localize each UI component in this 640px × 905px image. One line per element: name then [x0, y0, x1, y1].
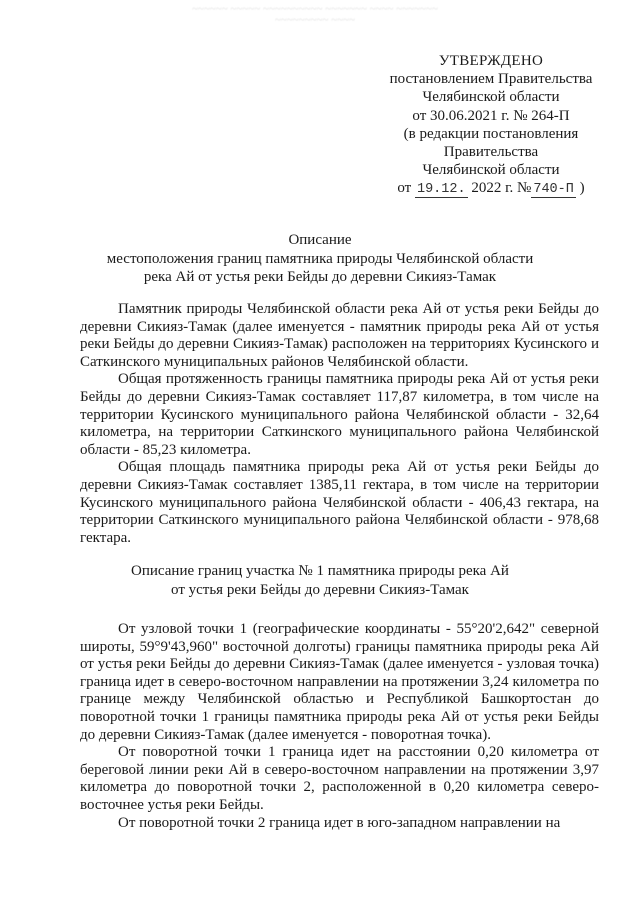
approval-heading: УТВЕРЖДЕНО: [438, 53, 544, 69]
handwritten-number: 740-П: [533, 182, 574, 198]
approval-date-line: [384, 179, 598, 199]
approval-line: Челябинской области: [422, 89, 560, 106]
approval-line: Правительства: [443, 144, 539, 161]
approval-block: [384, 52, 598, 200]
title-line: Описание: [288, 232, 352, 248]
body-text-top: [80, 301, 599, 547]
paragraph: Памятник природы Челябинской области река Ай от устья реки Бейды до деревни Сикияз-Тамак (далее именуется - памятник природы река Ай от устья реки Бейды до деревни Сикияз-Тамак) расположен на территориях Кусинского и Саткинского муниципальных районов Челябинской области.: [80, 301, 599, 370]
paragraph: Общая площадь памятника природы река Ай от устья реки Бейды до деревни Сикияз-Тамак составляет 1385,11 гектара, в том числе на территории Кусинского муниципального района Челябинской области - 406,43 гектара, на территории Саткинского муниципального района Челябинской области - 978,68 гектара.: [80, 459, 599, 546]
approval-line: постановлением Правительства: [389, 71, 593, 88]
date-prefix: от: [397, 180, 412, 197]
date-year: 2022 г. №: [471, 180, 532, 197]
subtitle-line: Описание границ участка № 1 памятника природы река Ай: [131, 563, 509, 579]
title-line: река Ай от устья реки Бейды до деревни Сикияз-Тамак: [143, 269, 497, 285]
title-line: местоположения границ памятника природы Челябинской области: [106, 250, 534, 267]
approval-line: от 30.06.2021 г. № 264-П: [412, 107, 570, 124]
handwritten-date: 19.12.: [416, 182, 466, 198]
subtitle-line: от устья реки Бейды до деревни Сикияз-Тамак: [171, 581, 469, 598]
bleed-through-text: ~~~~~~ ~~~~~ ~~~~~~~~~~ ~~~~~~~ ~~~~ ~~~~~~~ ~~~~~~~~~ ~~~~: [192, 3, 438, 26]
approval-line: Челябинской области: [422, 162, 560, 179]
paragraph: Общая протяженность границы памятника природы река Ай от устья реки Бейды до деревни Сикияз-Тамак составляет 117,87 километра, в том числе на территории Кусинского муниципального района Челябинской области - 32,64 километра, на территории Саткинского муниципального района Челябинской области - 85,23 километра.: [80, 371, 599, 458]
paragraph: От поворотной точки 2 граница идет в юго-западном направлении на: [118, 814, 561, 831]
document-title: [0, 231, 640, 287]
date-suffix: ): [579, 180, 585, 197]
section-subtitle: [0, 562, 640, 599]
paragraph: От узловой точки 1 (географические координаты - 55°20'2,642" северной широты, 59°9'43,960" восточной долготы) границы памятника природы река Ай от устья реки Бейды до деревни Сикияз-Тамак (далее именуется - узловая точка) граница идет в северо-восточном направлении на протяжении 3,24 километра по границе между Челябинской областью и Республикой Башкортостан до поворотной точки 1 границы памятника природы река Ай от устья реки Бейды до деревни Сикияз-Тамак (далее именуется - поворотная точка).: [80, 621, 599, 743]
body-text-bottom: [80, 621, 599, 832]
paragraph: От поворотной точки 1 граница идет на расстоянии 0,20 километра от береговой линии реки Ай в северо-восточном направлении на протяжении 3,97 километра до поворотной точки 2, расположенной в 0,20 километра северо-восточнее устья реки Бейды.: [80, 744, 599, 813]
approval-line: (в редакции постановления: [403, 125, 579, 142]
